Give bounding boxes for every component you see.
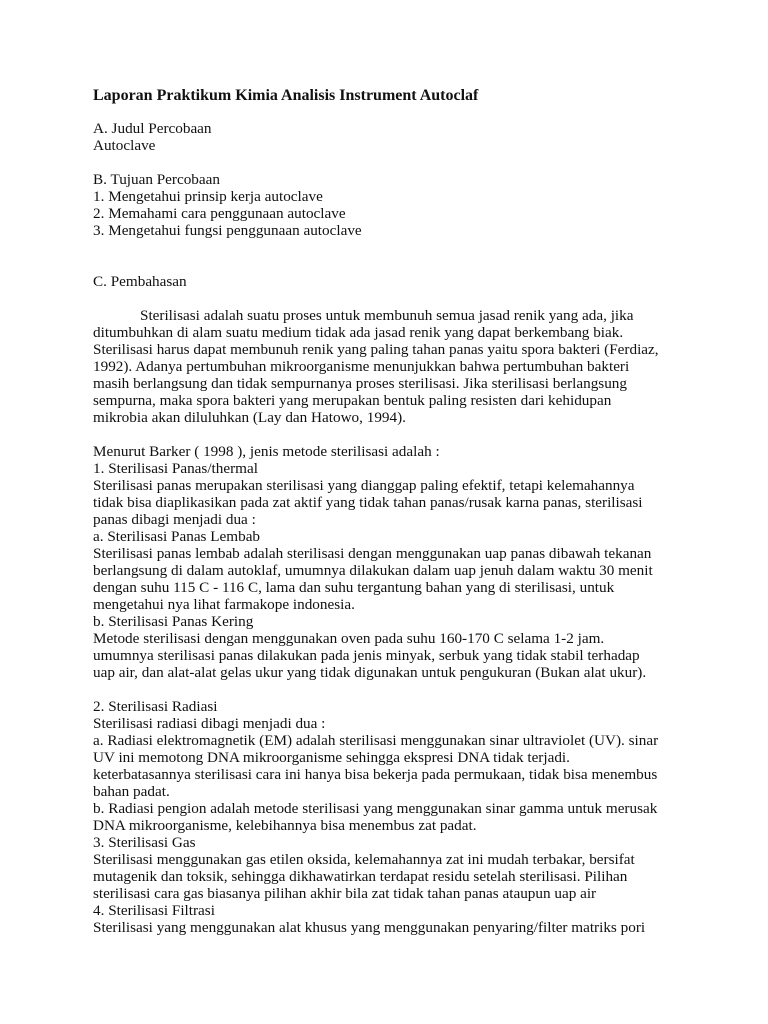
paragraph-line: umumnya sterilisasi panas dilakukan pada jenis minyak, serbuk yang tidak stabil terhadap: [93, 647, 640, 664]
methods-block-1: [93, 443, 683, 681]
paragraph-line: sempurna, maka spora bakteri yang merupakan bentuk paling resisten dari kehidupan: [93, 392, 612, 409]
paragraph-line: Sterilisasi adalah suatu proses untuk membunuh semua jasad renik yang ada, jika: [140, 307, 634, 324]
paragraph-line: b. Radiasi pengion adalah metode sterilisasi yang menggunakan sinar gamma untuk merusak: [93, 800, 658, 817]
document-page: [93, 86, 683, 936]
paragraph-line: 4. Sterilisasi Filtrasi: [93, 902, 215, 919]
section-b-heading: B. Tujuan Percobaan: [93, 171, 220, 188]
paragraph-line: dengan suhu 115 C - 116 C, lama dan suhu tergantung bahan yang di sterilisasi, untuk: [93, 579, 615, 596]
methods-block-2: [93, 698, 683, 936]
paragraph-line: Menurut Barker ( 1998 ), jenis metode sterilisasi adalah :: [93, 443, 440, 460]
section-c: [93, 273, 683, 936]
paragraph-line: ditumbuhkan di alam suatu medium tidak ada jasad renik yang dapat berkembang biak.: [93, 324, 624, 341]
paragraph-line: b. Sterilisasi Panas Kering: [93, 613, 254, 630]
paragraph-line: mengetahui nya lihat farmakope indonesia.: [93, 596, 355, 613]
paragraph-line: mikrobia akan diluluhkan (Lay dan Hatowo, 1994).: [93, 409, 406, 426]
paragraph-line: Sterilisasi panas lembab adalah sterilisasi dengan menggunakan uap panas dibawah tekanan: [93, 545, 652, 562]
paragraph-line: 1992). Adanya pertumbuhan mikroorganisme menunjukkan bahwa pertumbuhan bakteri: [93, 358, 630, 375]
paragraph-line: a. Sterilisasi Panas Lembab: [93, 528, 261, 545]
paragraph-line: bahan padat.: [93, 783, 170, 800]
paragraph-line: uap air, dan alat-alat gelas ukur yang tidak digunakan untuk pengukuran (Bukan alat ukur).: [93, 664, 647, 681]
paragraph-line: DNA mikroorganisme, kelebihannya bisa menembus zat padat.: [93, 817, 477, 834]
paragraph-line: Sterilisasi yang menggunakan alat khusus yang menggunakan penyaring/filter matriks pori: [93, 919, 646, 936]
section-a-value: Autoclave: [93, 137, 156, 154]
paragraph-line: panas dibagi menjadi dua :: [93, 511, 256, 528]
document-title: Laporan Praktikum Kimia Analisis Instrument Autoclaf: [93, 87, 479, 104]
paragraph-line: Sterilisasi panas merupakan sterilisasi yang dianggap paling efektif, tetapi kelemahannya: [93, 477, 635, 494]
list-item: 1. Mengetahui prinsip kerja autoclave: [93, 188, 323, 205]
section-b: [93, 171, 683, 239]
paragraph-line: 3. Sterilisasi Gas: [93, 834, 196, 851]
paragraph-line: a. Radiasi elektromagnetik (EM) adalah sterilisasi menggunakan sinar ultraviolet (UV). sinar: [93, 732, 659, 749]
paragraph-line: Sterilisasi harus dapat membunuh renik yang paling tahan panas yaitu spora bakteri (Ferdiaz,: [93, 341, 659, 358]
section-c-heading: C. Pembahasan: [93, 273, 187, 290]
section-a-heading: A. Judul Percobaan: [93, 120, 212, 137]
paragraph-line: Metode sterilisasi dengan menggunakan oven pada suhu 160-170 C selama 1-2 jam.: [93, 630, 605, 647]
paragraph-line: masih berlangsung dan tidak sempurnanya proses sterilisasi. Jika sterilisasi berlangsung: [93, 375, 627, 392]
list-item: 3. Mengetahui fungsi penggunaan autoclave: [93, 222, 362, 239]
paragraph-line: sterilisasi cara gas biasanya pilihan akhir bila zat tidak tahan panas ataupun uap air: [93, 885, 597, 902]
paragraph-line: UV ini memotong DNA mikroorganisme sehingga ekspresi DNA tidak terjadi.: [93, 749, 570, 766]
paragraph-line: Sterilisasi menggunakan gas etilen oksida, kelemahannya zat ini mudah terbakar, bersifat: [93, 851, 635, 868]
paragraph-line: 2. Sterilisasi Radiasi: [93, 698, 218, 715]
paragraph-line: 1. Sterilisasi Panas/thermal: [93, 460, 258, 477]
paragraph-line: Sterilisasi radiasi dibagi menjadi dua :: [93, 715, 326, 732]
paragraph-line: keterbatasannya sterilisasi cara ini hanya bisa bekerja pada permukaan, tidak bisa menembus: [93, 766, 658, 783]
intro-paragraph: [93, 307, 683, 426]
paragraph-line: tidak bisa diaplikasikan pada zat aktif yang tidak tahan panas/rusak karna panas, sterilisasi: [93, 494, 643, 511]
section-a: [93, 120, 683, 154]
paragraph-line: mutagenik dan toksik, sehingga dikhawatirkan terdapat residu setelah sterilisasi. Pilihan: [93, 868, 628, 885]
paragraph-line: berlangsung di dalam autoklaf, umumnya dilakukan dalam uap jenuh dalam waktu 30 menit: [93, 562, 653, 579]
list-item: 2. Memahami cara penggunaan autoclave: [93, 205, 346, 222]
